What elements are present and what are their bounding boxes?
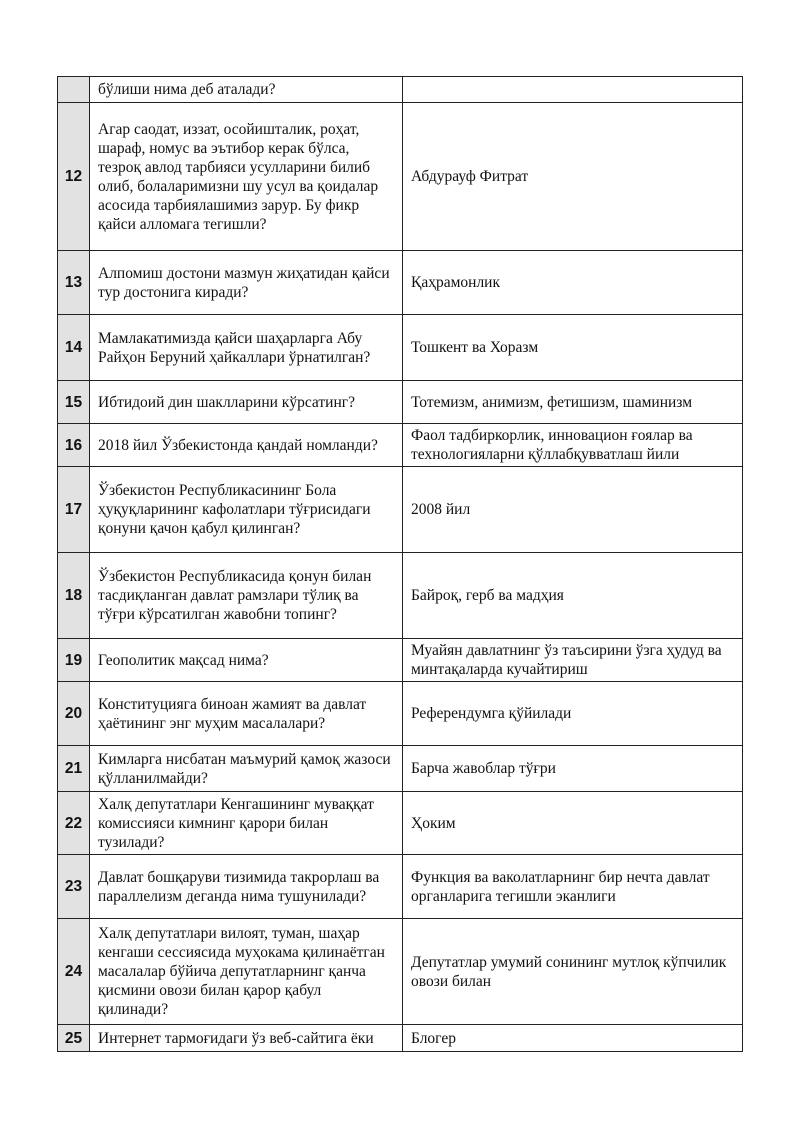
answer-cell: Блогер xyxy=(403,1025,743,1052)
table-row xyxy=(58,919,743,1025)
table-row xyxy=(58,682,743,746)
row-number: 20 xyxy=(58,682,90,746)
questions-table xyxy=(57,76,743,1052)
question-cell: Давлат бошқаруви тизимида такрорлаш ва параллелизм деганда нима тушунилади? xyxy=(90,855,403,919)
question-cell: 2018 йил Ўзбекистонда қандай номланди? xyxy=(90,424,403,467)
question-cell: Ибтидоий дин шаклларини кўрсатинг? xyxy=(90,381,403,424)
row-number: 19 xyxy=(58,639,90,682)
question-cell: Ўзбекистон Республикасининг Бола ҳуқуқларининг кафолатлари тўғрисидаги қонуни қачон қабул қилинган? xyxy=(90,467,403,553)
table-row xyxy=(58,746,743,792)
question-cell: Агар саодат, иззат, осойишталик, роҳат, шараф, номус ва эътибор керак бўлса, тезроқ авлод тарбияси усулларини билиб олиб, болаларимизни шу усул ва қоидалар асосида тарбиялашимиз зарур. Бу фикр қайси алломага тегишли? xyxy=(90,103,403,251)
answer-cell: Функция ва ваколатларнинг бир нечта давлат органларига тегишли эканлиги xyxy=(403,855,743,919)
question-cell: Интернет тармоғидаги ўз веб-сайтига ёки xyxy=(90,1025,403,1052)
row-number: 23 xyxy=(58,855,90,919)
table-row xyxy=(58,424,743,467)
answer-cell: Тотемизм, анимизм, фетишизм, шаминизм xyxy=(403,381,743,424)
answer-cell: Тошкент ва Хоразм xyxy=(403,315,743,381)
question-cell: Мамлакатимизда қайси шаҳарларга Абу Райҳон Беруний ҳайкаллари ўрнатилган? xyxy=(90,315,403,381)
question-cell: Халқ депутатлари Кенгашининг муваққат комиссияси кимнинг қарори билан тузилади? xyxy=(90,792,403,855)
table-row xyxy=(58,381,743,424)
answer-cell: Референдумга қўйилади xyxy=(403,682,743,746)
table-row xyxy=(58,553,743,639)
answer-cell: Қаҳрамонлик xyxy=(403,251,743,315)
row-number: 18 xyxy=(58,553,90,639)
table-row xyxy=(58,467,743,553)
question-cell: Алпомиш достони мазмун жиҳатидан қайси тур достонига киради? xyxy=(90,251,403,315)
table-row xyxy=(58,103,743,251)
question-cell: Геополитик мақсад нима? xyxy=(90,639,403,682)
answer-cell: 2008 йил xyxy=(403,467,743,553)
answer-cell: Муайян давлатнинг ўз таъсирини ўзга ҳудуд ва минтақаларда кучайтириш xyxy=(403,639,743,682)
question-cell: Конституцияга биноан жамият ва давлат ҳаётининг энг муҳим масалалари? xyxy=(90,682,403,746)
table-row xyxy=(58,855,743,919)
question-cell: бўлиши нима деб аталади? xyxy=(90,77,403,103)
row-number: 25 xyxy=(58,1025,90,1052)
table-row xyxy=(58,1025,743,1052)
row-number: 21 xyxy=(58,746,90,792)
answer-cell xyxy=(403,77,743,103)
row-number: 24 xyxy=(58,919,90,1025)
row-number: 17 xyxy=(58,467,90,553)
table-row xyxy=(58,251,743,315)
answer-cell: Депутатлар умумий сонининг мутлоқ кўпчилик овози билан xyxy=(403,919,743,1025)
table-row xyxy=(58,77,743,103)
row-number xyxy=(58,77,90,103)
answer-cell: Фаол тадбиркорлик, инновацион ғоялар ва технологияларни қўллабқувватлаш йили xyxy=(403,424,743,467)
row-number: 15 xyxy=(58,381,90,424)
row-number: 22 xyxy=(58,792,90,855)
question-cell: Халқ депутатлари вилоят, туман, шаҳар кенгаши сессиясида муҳокама қилинаётган масалалар бўйича депутатларнинг қанча қисмини овози билан қарор қабул қилинади? xyxy=(90,919,403,1025)
answer-cell: Ҳоким xyxy=(403,792,743,855)
table-row xyxy=(58,639,743,682)
answer-cell: Байроқ, герб ва мадҳия xyxy=(403,553,743,639)
answer-cell: Абдурауф Фитрат xyxy=(403,103,743,251)
row-number: 16 xyxy=(58,424,90,467)
question-cell: Ўзбекистон Республикасида қонун билан тасдиқланган давлат рамзлари тўлиқ ва тўғри кўрсатилган жавобни топинг? xyxy=(90,553,403,639)
answer-cell: Барча жавоблар тўғри xyxy=(403,746,743,792)
row-number: 13 xyxy=(58,251,90,315)
table-row xyxy=(58,315,743,381)
row-number: 12 xyxy=(58,103,90,251)
question-cell: Кимларга нисбатан маъмурий қамоқ жазоси қўлланилмайди? xyxy=(90,746,403,792)
table-row xyxy=(58,792,743,855)
row-number: 14 xyxy=(58,315,90,381)
